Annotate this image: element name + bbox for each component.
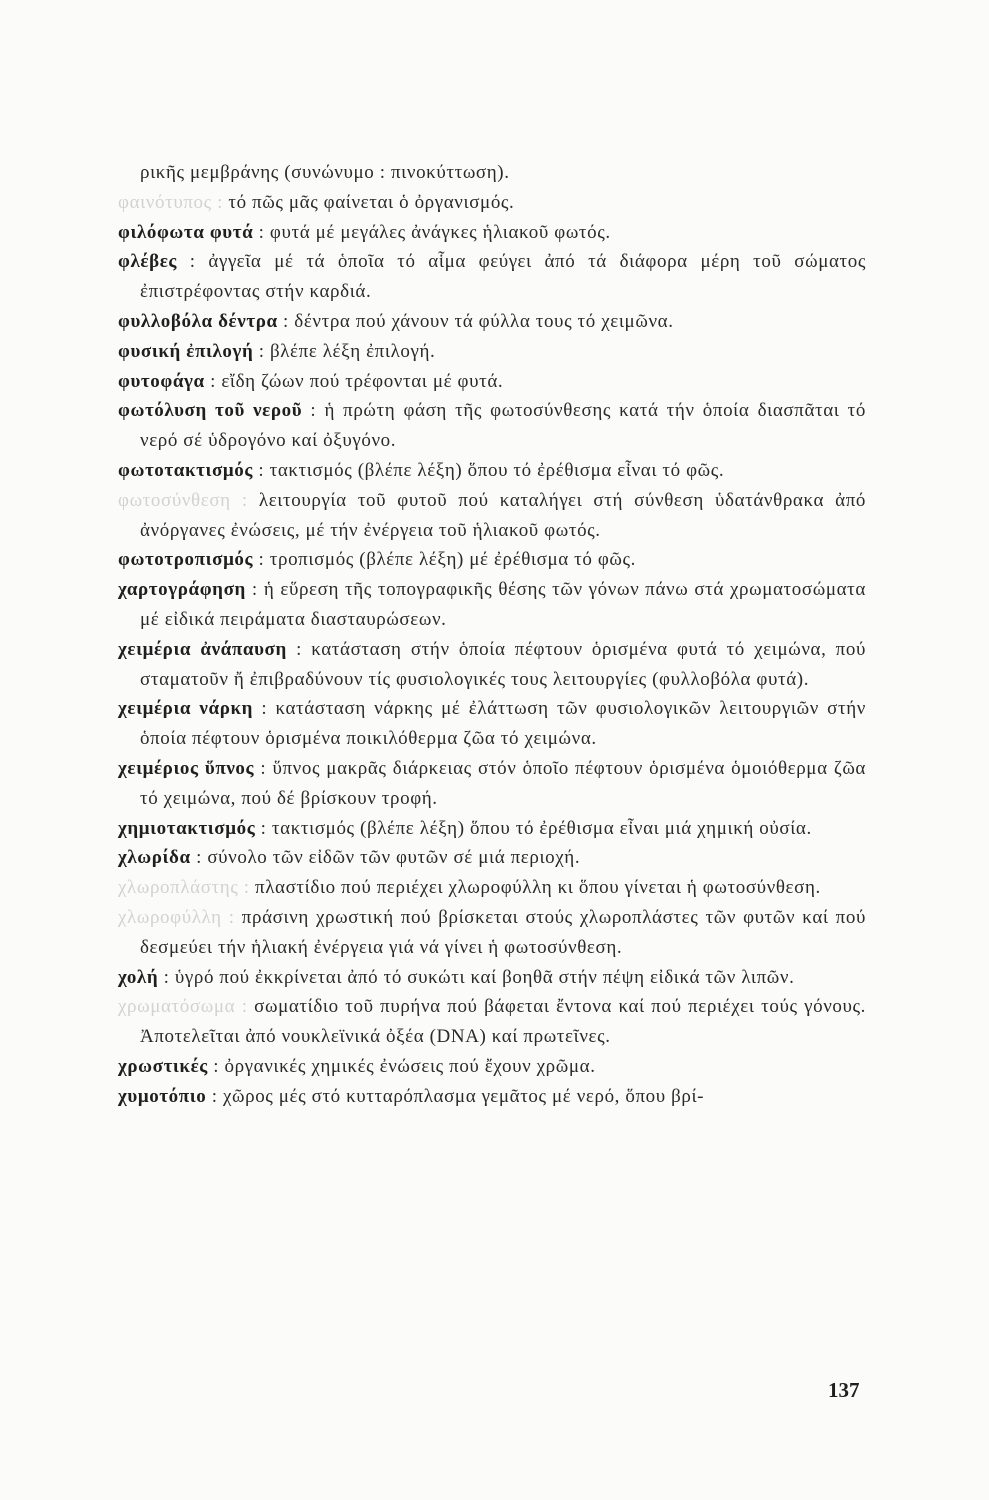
- glossary-definition: ὀργανικές χημικές ἐνώσεις πού ἔχουν χρῶμα.: [224, 1055, 596, 1077]
- glossary-entry: [118, 247, 866, 307]
- glossary-entry: [118, 486, 866, 546]
- glossary-term: χειμέριος ὕπνος: [118, 757, 255, 779]
- glossary-definition: ἡ πρώτη φάση τῆς φωτοσύνθεσης κατά τήν ὁποία διασπᾶται τό νερό σέ ὑδρογόνο καί ὀξυγόνο.: [140, 400, 866, 452]
- term-separator: :: [158, 966, 175, 988]
- glossary-entry: [118, 694, 866, 754]
- term-separator: :: [253, 221, 270, 243]
- glossary-definition: τακτισμός (βλέπε λέξη) ὅπου τό ἐρέθισμα εἶναι μιά χημική οὐσία.: [271, 817, 812, 839]
- glossary-entry: [118, 1052, 866, 1082]
- glossary-entry: [118, 903, 866, 963]
- term-separator: :: [207, 1055, 225, 1077]
- glossary-definition: δέντρα πού χάνουν τά φύλλα τους τό χειμῶνα.: [294, 310, 674, 332]
- glossary-term: χυμοτόπιο: [118, 1085, 207, 1107]
- glossary-entry: [118, 188, 866, 218]
- glossary-definition: τροπισμός (βλέπε λέξη) μέ ἐρέθισμα τό φῶς.: [269, 549, 636, 571]
- term-separator: :: [177, 251, 209, 273]
- glossary-entry: [118, 218, 866, 248]
- glossary-definition: σωματίδιο τοῦ πυρήνα πού βάφεται ἔντονα καί πού περιέχει τούς γόνους. Ἀποτελεῖται ἀπό νουκλεϊνικά ὀξέα (DNA) καί πρωτεῖνες.: [140, 996, 866, 1048]
- glossary-entry: [118, 992, 866, 1052]
- term-separator: :: [238, 877, 256, 899]
- continued-entry-text: ρικῆς μεμβράνης (συνώνυμο : πινοκύττωση).: [140, 162, 510, 183]
- glossary-definition: ἡ εὕρεση τῆς τοπογραφικῆς θέσης τῶν γόνων πάνω στά χρωματοσώματα μέ εἰδικά πειράματα διασταυρώσεων.: [140, 579, 866, 630]
- glossary-entry: [118, 337, 866, 367]
- glossary-definition: κατάσταση στήν ὁποία πέφτουν ὁρισμένα φυτά τό χειμώνα, πού σταματοῦν ἤ ἐπιβραδύνουν τίς φυσιολογικές τους λειτουργίες (φυλλοβόλα φυτά).: [140, 638, 866, 690]
- glossary-term: χαρτογράφηση: [118, 579, 246, 601]
- term-separator: :: [253, 340, 270, 362]
- term-separator: :: [302, 400, 325, 422]
- term-separator: :: [255, 817, 272, 839]
- glossary-term: φωτόλυση τοῦ νεροῦ: [118, 400, 303, 422]
- glossary-term: φιλόφωτα φυτά: [118, 221, 254, 243]
- glossary-entry: [118, 843, 866, 873]
- glossary-term: χλωρίδα: [118, 847, 191, 869]
- glossary-definition: πράσινη χρωστική πού βρίσκεται στούς χλωροπλάστες τῶν φυτῶν καί πού δεσμεύει τήν ἡλιακή ἐνέργεια γιά νά γίνει ἡ φωτοσύνθεση.: [140, 906, 866, 958]
- term-separator: :: [277, 310, 295, 332]
- term-separator: :: [190, 847, 208, 869]
- glossary-term: φωτοτακτισμός: [118, 459, 253, 481]
- glossary-definition: βλέπε λέξη ἐπιλογή.: [269, 340, 436, 362]
- term-separator: :: [211, 191, 229, 213]
- glossary-definition: εἴδη ζώων πού τρέφονται μέ φυτά.: [221, 370, 504, 392]
- glossary-definition: φυτά μέ μεγάλες ἀνάγκες ἡλιακοῦ φωτός.: [269, 221, 611, 243]
- glossary-definition: πλαστίδιο πού περιέχει χλωροφύλλη κι ὅπου γίνεται ἡ φωτοσύνθεση.: [255, 877, 821, 899]
- glossary-term: χειμέρια ἀνάπαυση: [118, 638, 287, 660]
- glossary-term: φλέβες: [118, 251, 178, 273]
- term-separator: :: [253, 698, 276, 720]
- term-separator: :: [254, 757, 273, 779]
- term-separator: :: [286, 638, 312, 660]
- glossary-term: χρωστικές: [118, 1055, 208, 1077]
- glossary-entry: [118, 1082, 866, 1112]
- term-separator: :: [235, 996, 255, 1018]
- glossary-term: χλωροπλάστης: [118, 877, 239, 899]
- glossary-definition: ὕπνος μακρᾶς διάρκειας στόν ὁποῖο πέφτουν ὁρισμένα ὁμοιόθερμα ζῶα τό χειμώνα, πού δέ βρίσκουν τροφή.: [140, 757, 866, 809]
- glossary-entry: [118, 873, 866, 903]
- glossary-entry: [118, 367, 866, 397]
- glossary-term: φυτοφάγα: [118, 370, 205, 392]
- glossary-term: φυσική ἐπιλογή: [118, 340, 254, 362]
- glossary-entry: [118, 545, 866, 575]
- glossary-term: χημιοτακτισμός: [118, 817, 256, 839]
- term-separator: :: [252, 459, 270, 481]
- glossary-term: φωτοσύνθεση: [118, 489, 231, 511]
- glossary-definition: λειτουργία τοῦ φυτοῦ πού καταλήγει στή σύνθεση ὑδατάνθρακα ἀπό ἀνόργανες ἐνώσεις, μέ τήν ἐνέργεια τοῦ ἡλιακοῦ φωτός.: [140, 489, 866, 541]
- glossary-definition: σύνολο τῶν εἰδῶν τῶν φυτῶν σέ μιά περιοχή.: [207, 847, 581, 869]
- glossary-term: χολή: [118, 966, 159, 988]
- glossary-definition: χῶρος μές στό κυτταρόπλασμα γεμᾶτος μέ νερό, ὅπου βρί-: [222, 1085, 705, 1107]
- glossary-definition: ἀγγεῖα μέ τά ὁποῖα τό αἷμα φεύγει ἀπό τά διάφορα μέρη τοῦ σώματος ἐπιστρέφοντας στήν καρδιά.: [140, 251, 866, 303]
- term-separator: :: [221, 906, 242, 928]
- glossary-entry: [118, 456, 866, 486]
- glossary-term: χειμέρια νάρκη: [118, 698, 254, 720]
- glossary-entry: [118, 307, 866, 337]
- term-separator: :: [245, 579, 264, 601]
- glossary-definition: κατάσταση νάρκης μέ ἐλάττωση τῶν φυσιολογικῶν λειτουργιῶν στήν ὁποία πέφτουν ὁρισμένα ποικιλόθερμα ζῶα τό χειμώνα.: [140, 698, 866, 750]
- term-separator: :: [204, 370, 222, 392]
- glossary-entries: [118, 188, 866, 1112]
- glossary-entry: [118, 575, 866, 635]
- glossary-term: χρωματόσωμα: [118, 996, 236, 1018]
- glossary-entry: [118, 396, 866, 456]
- glossary-entry: [118, 963, 866, 993]
- glossary-entry: [118, 754, 866, 814]
- glossary-definition: τό πῶς μᾶς φαίνεται ὁ ὀργανισμός.: [228, 191, 515, 213]
- glossary-definition: ὑγρό πού ἐκκρίνεται ἀπό τό συκώτι καί βοηθᾶ στήν πέψη εἰδικά τῶν λιπῶν.: [174, 966, 795, 988]
- term-separator: :: [253, 549, 270, 571]
- term-separator: :: [230, 489, 259, 511]
- page-number: 137: [828, 1378, 860, 1402]
- glossary-term: φαινότυπος: [118, 191, 212, 213]
- glossary-term: φυλλοβόλα δέντρα: [118, 310, 278, 332]
- glossary-term: φωτοτροπισμός: [118, 549, 254, 571]
- term-separator: :: [206, 1085, 223, 1107]
- glossary-definition: τακτισμός (βλέπε λέξη) ὅπου τό ἐρέθισμα εἶναι τό φῶς.: [269, 459, 725, 481]
- glossary-entry: [118, 814, 866, 844]
- glossary-term: χλωροφύλλη: [118, 906, 222, 928]
- glossary-entry: [118, 635, 866, 695]
- glossary-list: [118, 158, 866, 1112]
